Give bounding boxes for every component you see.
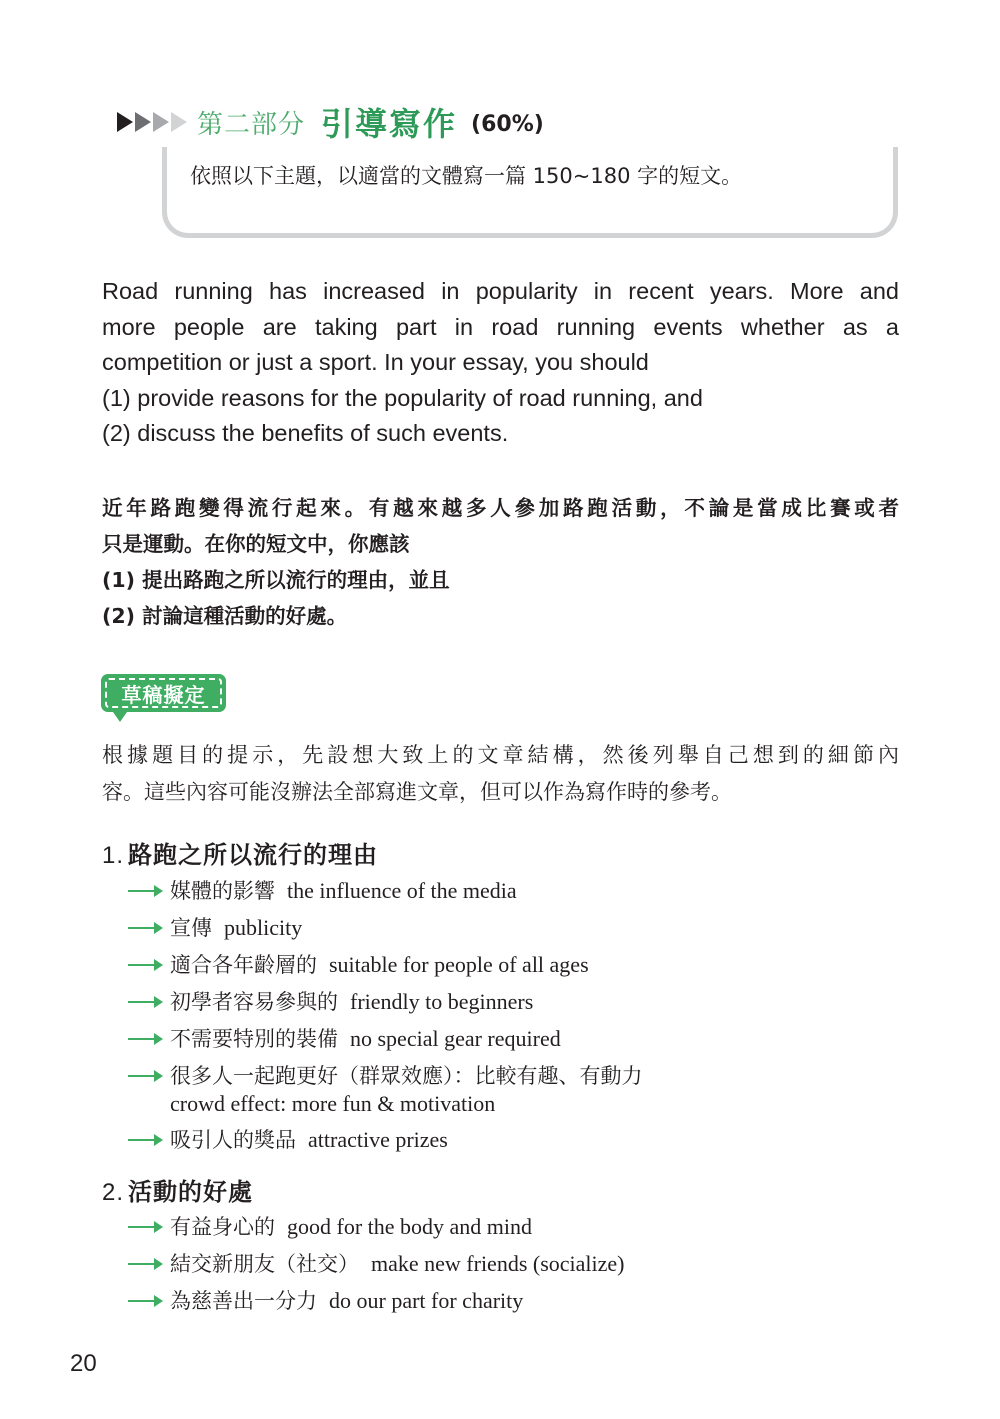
section-heading-1 [102, 835, 378, 870]
draft-intro-line: 根據題目的提示，先設想大致上的文章結構，然後列舉自己想到的細節內 [102, 743, 899, 767]
section-heading-2 [102, 1172, 253, 1207]
draft-tag-label: 草稿擬定 [105, 678, 222, 708]
item-zh: 為慈善出一分力 [170, 1289, 317, 1313]
prompt-zh-line: 近年路跑變得流行起來。有越來越多人參加路跑活動，不論是當成比賽或者 [102, 496, 899, 520]
list-item [128, 1062, 655, 1118]
section-heading-title: 活動的好處 [128, 1178, 254, 1206]
item-zh: 適合各年齡層的 [170, 953, 317, 977]
speech-tail-icon [113, 712, 127, 722]
item-en: do our part for charity [329, 1288, 524, 1313]
item-en: the influence of the media [287, 878, 517, 903]
prompt-en-line: (2) discuss the benefits of such events. [102, 420, 509, 446]
item-en: make new friends (socialize) [371, 1251, 625, 1276]
list-item [128, 1213, 532, 1241]
item-en: good for the body and mind [287, 1214, 533, 1239]
list-item [128, 877, 517, 905]
arrow-right-icon [128, 1025, 164, 1053]
arrow-right-icon [128, 1213, 164, 1241]
section-title: 引導寫作 [321, 105, 458, 143]
list-item [128, 1025, 561, 1053]
arrow-right-icon [128, 1126, 164, 1154]
section-number: 1. [102, 842, 125, 869]
page-number: 20 [70, 1350, 97, 1377]
draft-intro [102, 737, 899, 811]
triple-arrow-icon [117, 112, 189, 132]
section-percent: (60%) [471, 111, 544, 137]
item-en: no special gear required [350, 1026, 561, 1051]
item-zh: 不需要特別的裝備 [170, 1027, 338, 1051]
section-header [117, 100, 544, 144]
section-heading-title: 路跑之所以流行的理由 [128, 841, 379, 869]
item-zh: 結交新朋友（社交） [170, 1252, 359, 1276]
prompt-english [102, 274, 899, 452]
item-en: crowd effect: more fun & motivation [170, 1091, 496, 1116]
arrow-right-icon [128, 1287, 164, 1315]
list-item [128, 1287, 523, 1315]
item-zh: 有益身心的 [170, 1215, 275, 1239]
arrow-right-icon [128, 951, 164, 979]
list-item [128, 914, 302, 942]
section-number: 2. [102, 1179, 125, 1206]
item-en: attractive prizes [308, 1127, 448, 1152]
list-item [128, 1250, 625, 1278]
item-en: friendly to beginners [350, 989, 534, 1014]
arrow-right-icon [128, 914, 164, 942]
item-zh: 吸引人的獎品 [170, 1128, 296, 1152]
arrow-right-icon [128, 1250, 164, 1278]
prompt-en-line: competition or just a sport. In your essay, you should [102, 349, 649, 375]
prompt-zh-line: (1) 提出路跑之所以流行的理由，並且 [102, 568, 450, 592]
item-zh: 媒體的影響 [170, 879, 275, 903]
section-label: 第二部分 [197, 109, 306, 140]
item-en: suitable for people of all ages [329, 952, 589, 977]
item-en: publicity [224, 915, 303, 940]
item-zh: 初學者容易參與的 [170, 990, 338, 1014]
list-item [128, 988, 533, 1016]
prompt-zh-line: 只是運動。在你的短文中，你應該 [102, 532, 410, 556]
arrow-right-icon [128, 988, 164, 1016]
arrow-right-icon [128, 877, 164, 905]
instruction-text: 依照以下主題，以適當的文體寫一篇 150~180 字的短文。 [190, 164, 743, 188]
item-zh: 很多人一起跑更好（群眾效應）：比較有趣、有動力 [170, 1064, 643, 1088]
list-item [128, 951, 589, 979]
prompt-en-line: more people are taking part in road running events whether as a [102, 313, 899, 340]
list-item [128, 1126, 448, 1154]
arrow-right-icon [128, 1062, 164, 1090]
draft-tag [101, 674, 226, 712]
draft-intro-line: 容。這些內容可能沒辦法全部寫進文章，但可以作為寫作時的參考。 [102, 780, 732, 804]
prompt-zh-line: (2) 討論這種活動的好處。 [102, 604, 348, 628]
prompt-en-line: Road running has increased in popularity in recent years. More and [102, 278, 899, 304]
prompt-en-line: (1) provide reasons for the popularity of road running, and [102, 384, 703, 411]
prompt-chinese [102, 490, 899, 634]
item-zh: 宣傳 [170, 916, 212, 940]
